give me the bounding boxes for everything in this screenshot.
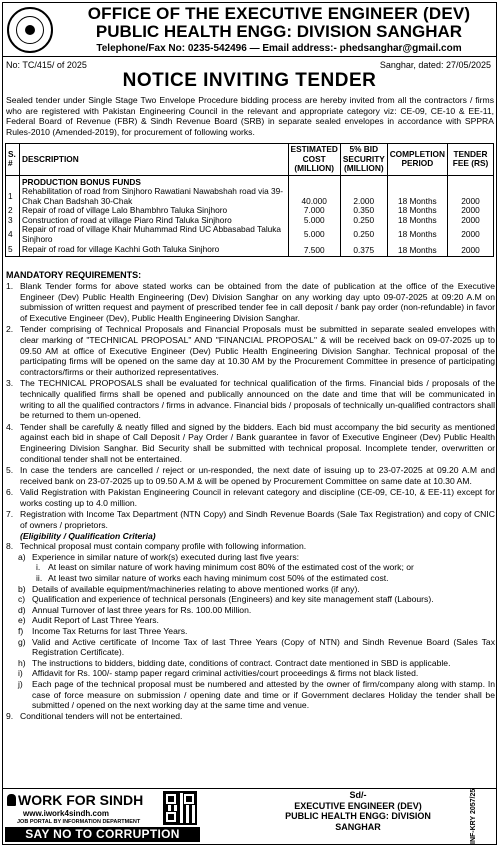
header — [3, 3, 496, 57]
division-title: PUBLIC HEALTH ENGG: DIVISION SANGHAR — [95, 22, 463, 41]
table-header-row — [6, 144, 494, 176]
intro-paragraph: Sealed tender under Single Stage Two Envelope Procedure bidding process are hereby invited from all the contractors / firms who are registered with Pakistan Engineering Council in the relevant and appropriate category viz: CE-09, CE-10 & EE-11, Federal Board of Revenue (FBR) & Sindh Revenue Board (SRB) in separate sealed envelopes in accordance with SPPRA Rules-2010 (Amended-2019), for procurement of following works. — [6, 95, 494, 137]
requirement-item: 1. Blank Tender forms for above stated works can be obtained from the date of publication at the office of the Executive Engineer (Dev) Public Health Engineering (Dev) Division Sanghar on any working day upto 09-07-2025 at 09:20 A.M on submission of written request and payment of prescribed tender fee in call deposit / bank pay order (non-refundable) in favor of Executive Engineer (Dev), Public Health Engineering Division Sanghar. — [6, 281, 495, 323]
col-fee: TENDER FEE (RS) — [448, 144, 494, 176]
criteria-item: e) Audit Report of Last Three Years. — [18, 615, 159, 626]
col-period: COMPLETION PERIOD — [387, 144, 447, 176]
col-description: DESCRIPTION — [20, 144, 289, 176]
requirement-item: 6. Valid Registration with Pakistan Engineering Council in relevant category and discipline (CE-09, CE-10, & EE-11) except for works costing up to 4.0 million. — [6, 487, 495, 508]
divider — [3, 788, 496, 789]
publication-code: INF-KRY 2057/25 — [470, 788, 477, 844]
footer — [3, 790, 496, 844]
requirement-item: 2. Tender comprising of Technical Proposals and Financial Proposals must be submitted in separate sealed envelopes with clear marking of "TECHNICAL PROPOSAL" AND "FINANCIAL PROPOSAL" & will be received back on 09-07-2025 up to 09.50 AM at office of Executive Engineer (Dev) Public Health Engineering Division Sanghar. Technical proposal of the participating firms will be opened on the same day at 10.30 AM by the Procurement Committee in presence of participating contractors/firms or their authorized representatives. — [6, 324, 495, 377]
qr-code-icon[interactable] — [163, 791, 197, 825]
table-row: 2 Repair of road of village Lalo Bhambhro Taluka Sinjhoro 7.000 0.350 18 Months 2000 — [6, 206, 494, 216]
criteria-item: b) Details of available equipment/machineries relating to above mentioned works (if any). — [18, 583, 360, 594]
signatory-title: EXECUTIVE ENGINEER (DEV) — [294, 800, 422, 811]
signatory-office: PUBLIC HEALTH ENGG: DIVISION — [285, 811, 431, 822]
anti-corruption-banner: SAY NO TO CORRUPTION — [5, 827, 200, 842]
requirement-item: 9. Conditional tenders will not be entertained. — [6, 710, 183, 721]
criteria-subitem: i. At least on similar nature of work having minimum cost 80% of the estimated cost of the work; or — [36, 562, 414, 573]
reference-number: No: TC/415/ of 2025 — [6, 60, 87, 70]
issue-date: Sanghar, dated: 27/05/2025 — [379, 60, 491, 70]
signature-mark: Sd/- — [349, 790, 367, 800]
notice-title: NOTICE INVITING TENDER — [122, 70, 377, 91]
criteria-item: h) The instructions to bidders, bidding date, conditions of contract. Contract date mentioned in SBD is applicable. — [18, 657, 451, 668]
criteria-subitem: ii. At least two similar nature of works each having minimum cost 50% of the estimated cost. — [36, 573, 389, 584]
government-seal-icon — [7, 7, 53, 53]
office-title: OFFICE OF THE EXECUTIVE ENGINEER (DEV) — [87, 4, 471, 23]
criteria-item: f) Income Tax Returns for last Three Years. — [18, 626, 188, 636]
mandatory-requirements-heading: MANDATORY REQUIREMENTS: — [6, 270, 142, 280]
signature-block — [253, 790, 463, 832]
criteria-item: d) Annual Turnover of last three years for Rs. 100.00 Million. — [18, 604, 252, 615]
criteria-item: j) Each page of the technical proposal must be numbered and attested by the owner of firm/company along with stamp. In case of force measure on submission / opening date and time or if Government declares Holiday the tender shall be submitted / opened on the next working day at the same time and venue. — [18, 678, 495, 711]
col-sno: S. # — [6, 144, 20, 176]
works-table — [5, 143, 494, 257]
table-row: 3 Construction of road at village Piaro Rind Taluka Sinjhoro 5.000 0.250 18 Months 2000 — [6, 216, 494, 226]
requirement-item: 4. Tender shall be carefully & neatly filled and signed by the bidders. Each bid must accompany the bid security as mentioned against each bid in shape of Call Deposit / Pay Order / Bank guarantee in favor of Executive Engineer (Dev) Public Health Engineering Division Sanghar. Bid Security shall be submitted with technical proposal. Incomplete tender, overwritten or conditional tender shall not be entertained. — [6, 421, 495, 464]
signatory-location: SANGHAR — [335, 821, 381, 832]
table-row: 4 Repair of road of village Khair Muhammad Rind UC Abbasabad Taluka Sinjhoro 5.000 0.250 18 Months 2000 — [6, 225, 494, 244]
requirement-item: 7. Registration with Income Tax Department (NTN Copy) and Sindh Revenue Boards (Sale Tax Registration) and copy of CNIC of owners / proprietors. — [6, 509, 495, 531]
requirement-item: 3. The TECHNICAL PROPOSALS shall be evaluated for technical qualification of the firms. Financial bids / proposals of the technically qualified firms shall be opened and publically announced on the date and time that will be communicated in writing to all the qualified contractors / firms in advance. Financial bids / proposals of technically un-qualified contractors shall be returned to them un-opened. — [6, 378, 495, 421]
requirement-item: 8. Technical proposal must contain company profile with following information. — [6, 541, 307, 552]
person-icon — [7, 794, 16, 806]
eligibility-heading: (Eligibility / Qualification Criteria) — [20, 530, 156, 541]
work-for-sindh-url[interactable]: www.iwork4sindh.com — [23, 809, 109, 818]
criteria-item: g) Valid and Active certificate of Income Tax of last Three Years (Copy of NTN) and Sindh Revenue Board (Sales Tax Registration Certificate). — [18, 636, 495, 658]
requirement-item: 5. In case the tenders are cancelled / reject or un-responded, the next date of issuing up to 23-07-2025 at 09.20 A.M and received bank on 23-07-2025 up to 09.50 A.M & will be opened by Procurement Committee on same date at 10.30 AM. — [6, 465, 495, 486]
table-row: 5 Repair of road for village Kachhi Goth Taluka Sinjhoro 7.500 0.375 18 Months 2000 — [6, 245, 494, 257]
work-for-sindh-logo: WORK FOR SINDH — [7, 792, 143, 808]
group-label: PRODUCTION BONUS FUNDS — [20, 175, 289, 187]
divider — [3, 56, 496, 57]
col-cost: ESTIMATED COST (MILLION) — [288, 144, 340, 176]
table-row: 1 Rehabilitation of road from Sinjhoro Rawatiani Nawabshah road via 39-Chak Chan Badshah 30-Chak 40.000 2.000 18 Months 2000 — [6, 187, 494, 206]
criteria-item: c) Qualification and experience of technical personals (Engineers) and key site management staff (Labours). — [18, 594, 434, 605]
criteria-item: i) Affidavit for Rs. 100/- stamp paper regard criminal activities/court proceedings & firms not black listed. — [18, 668, 419, 679]
contact-line: Telephone/Fax No: 0235-542496 — Email address:- phedsanghar@gmail.com — [96, 43, 462, 54]
criteria-item: a) Experience in similar nature of work(s) executed during last five years: — [18, 551, 299, 562]
col-security: 5% BID SECURITY (MILLION) — [340, 144, 387, 176]
requirements-list — [6, 281, 495, 722]
work-for-sindh-tagline: JOB PORTAL BY INFORMATION DEPARTMENT — [17, 819, 141, 825]
